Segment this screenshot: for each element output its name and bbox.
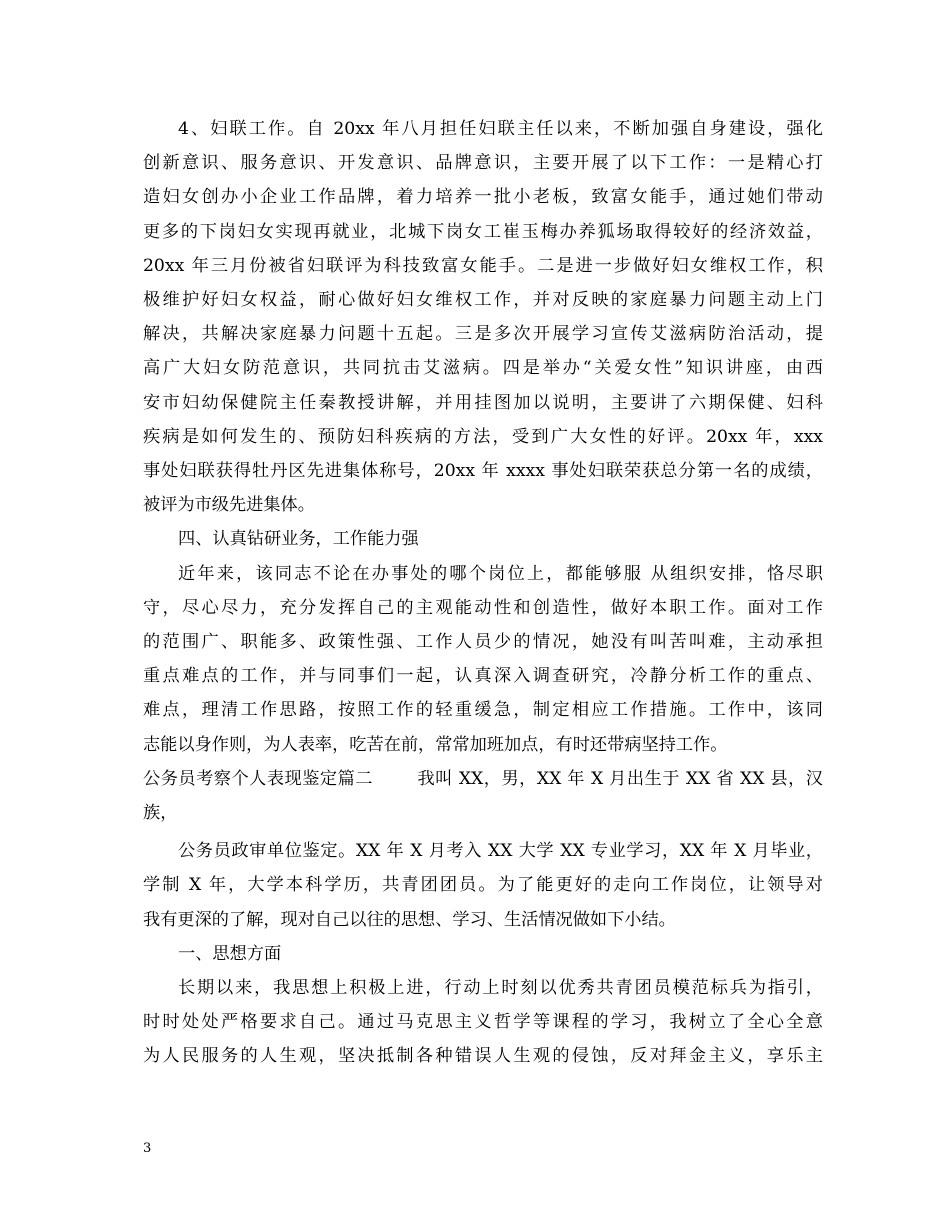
- text-line: 一、思想方面: [178, 943, 282, 964]
- text-line: 长期以来，我思想上积极上进，行动上时刻以优秀共青团员模范标兵为指引，: [178, 978, 823, 999]
- text-line: 创新意识、服务意识、开发意识、品牌意识，主要开展了以下工作：一是精心打: [143, 153, 823, 174]
- text-line: 高广大妇女防范意识，共同抗击艾滋病。四是举办“关爱女性”知识讲座，由西: [143, 358, 823, 379]
- document-body: [143, 112, 823, 1074]
- text-line: 安市妇幼保健院主任秦教授讲解，并用挂图加以说明，主要讲了六期保健、妇科: [143, 392, 823, 413]
- text-line: 学制 X 年，大学本科学历，共青团团员。为了能更好的走向工作岗位，让领导对: [143, 875, 823, 896]
- section-heading-thought: [143, 937, 823, 971]
- text-line: 的范围广、职能多、政策性强、工作人员少的情况，她没有叫苦叫难，主动承担: [143, 632, 823, 653]
- section-heading-business-ability: [143, 522, 823, 556]
- text-line: 20xx 年三月份被省妇联评为科技致富女能手。二是进一步做好妇女维权工作，积: [143, 255, 823, 276]
- text-line: 族，: [143, 803, 178, 824]
- text-line: 我有更深的了解，现对自己以往的思想、学习、生活情况做如下小结。: [143, 909, 676, 930]
- paragraph-work-ability: [143, 557, 823, 762]
- text-line: 疾病是如何发生的、预防妇科疾病的方法，受到广大女性的好评。20xx 年，xxx: [143, 426, 823, 447]
- text-line: 解决，共解决家庭暴力问题十五起。三是多次开展学习宣传艾滋病防治活动，提: [143, 324, 823, 345]
- text-line: 近年来，该同志不论在办事处的哪个岗位上，都能够服 从组织安排，恪尽职: [178, 563, 823, 584]
- text-line: 守，尽心尽力，充分发挥自己的主观能动性和创造性，做好本职工作。面对工作: [143, 597, 823, 618]
- paragraph-womens-federation-work: [143, 112, 823, 522]
- text-line: 时时处处严格要求自己。通过马克思主义哲学等课程的学习，我树立了全心全意: [143, 1012, 823, 1033]
- text-line: [143, 762, 823, 796]
- text-line: 重点难点的工作，并与同事们一起，认真深入调查研究，冷静分析工作的重点、: [143, 666, 823, 687]
- text-line: 四、认真钻研业务，工作能力强: [178, 529, 419, 550]
- text-line: 为人民服务的人生观，坚决抵制各种错误人生观的侵蚀，反对拜金主义，享乐主: [143, 1046, 823, 1067]
- paragraph-political-review: [143, 834, 823, 937]
- text-line: 难点，理清工作思路，按照工作的轻重缓急，制定相应工作措施。工作中，该同: [143, 700, 823, 721]
- article-title: 公务员考察个人表现鉴定篇二: [143, 768, 373, 789]
- text-line: 公务员政审单位鉴定。XX 年 X 月考入 XX 大学 XX 专业学习，XX 年 X 月毕业，: [178, 841, 823, 862]
- page-number: 3: [143, 1141, 152, 1156]
- text-line: 极维护好妇女权益，耐心做好妇女维权工作，并对反映的家庭暴力问题主动上门: [143, 290, 823, 311]
- paragraph-thought: [143, 971, 823, 1074]
- text-line: 更多的下岗妇女实现再就业，北城下岗女工崔玉梅办养狐场取得较好的经济效益，: [143, 221, 823, 242]
- text-line: 4、妇联工作。自 20xx 年八月担任妇联主任以来，不断加强自身建设，强化: [178, 119, 823, 139]
- text-line: 造妇女创办小企业工作品牌，着力培养一批小老板，致富女能手，通过她们带动: [143, 187, 823, 208]
- intro-text: 我叫 XX，男，XX 年 X 月出生于 XX 省 XX 县，汉: [416, 768, 823, 789]
- paragraph-article-two-intro: [143, 762, 823, 830]
- text-line: 志能以身作则，为人表率，吃苦在前，常常加班加点，有时还带病坚持工作。: [143, 734, 728, 755]
- text-line: 事处妇联获得牡丹区先进集体称号，20xx 年 xxxx 事处妇联荣获总分第一名的成绩，: [143, 461, 823, 482]
- text-line: 被评为市级先进集体。: [143, 495, 315, 516]
